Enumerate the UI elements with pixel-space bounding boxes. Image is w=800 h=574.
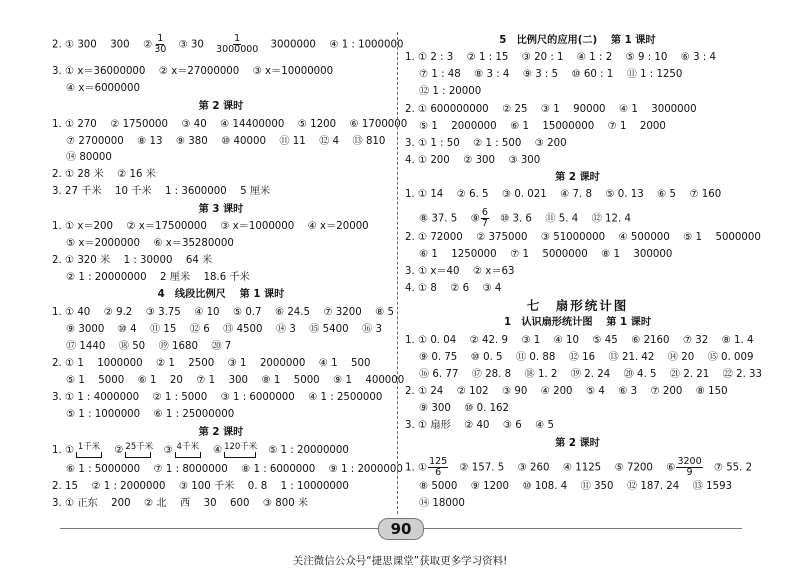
- answer-line: 1. ① $\frac{125}{6}$ ② 157. 5 ③ 260 ④ 1125 ⑤ 7200 ⑥ $\frac{3200}{9}$ ⑦ 55. 2: [405, 456, 753, 478]
- answer-line: ⑰ 1440 ⑱ 50 ⑲ 1680 ⑳ 7: [66, 341, 232, 352]
- answer-line: 3. ① x＝40 ② x＝63: [405, 266, 515, 277]
- answer-line: ⑥ 1 1250000 ⑦ 1 5000000 ⑧ 1 300000: [419, 249, 673, 260]
- answer-line: ⑤ 1 : 1000000 ⑥ 1 : 25000000: [66, 409, 235, 420]
- answer-line: ⑦ 2700000 ⑧ 13 ⑨ 380 ⑩ 40000 ⑪ 11 ⑫ 4 ⑬ 810: [66, 136, 386, 147]
- answer-line: 2. ① 1 1000000 ② 1 2500 ③ 1 2000000 ④ 1 500: [52, 358, 371, 369]
- answer-line: ② 1 : 20000000 2 厘米 18.6 千米: [66, 272, 250, 283]
- fraction: $\frac{1}{3000000}$: [216, 33, 259, 55]
- answer-line: 4. ① 8 ② 6 ③ 4: [405, 283, 502, 294]
- section-heading: 5 比例尺的应用(二) 第 1 课时: [499, 35, 656, 46]
- scale-bar: 25千米: [125, 444, 151, 458]
- answer-line: ⑯ 6. 77 ⑰ 28. 8 ⑱ 1. 2 ⑲ 2. 24 ⑳ 4. 5 ㉑ 2. 21 ㉒ 2. 33: [419, 369, 763, 380]
- answer-line: ⑦ 1 : 48 ⑧ 3 : 4 ⑨ 3 : 5 ⑩ 60 : 1 ⑪ 1 : 1250: [419, 69, 683, 80]
- answer-line: 3. ① 正东 200 ② 北 西 30 600 ③ 800 米: [52, 498, 309, 509]
- answer-line: 3. ① 1 : 4000000 ② 1 : 5000 ③ 1 : 6000000 ④ 1 : 2500000: [52, 392, 383, 403]
- chapter-heading: 七 扇形统计图: [526, 298, 629, 313]
- answer-line: 2. 15 ② 1 : 2000000 ③ 100 千米 0. 8 1 : 10000000: [52, 481, 349, 492]
- scale-bar: 4千米: [175, 444, 201, 458]
- answer-line: 1. ① 2 : 3 ② 1 : 15 ③ 20 : 1 ④ 1 : 2 ⑤ 9 : 10 ⑥ 3 : 4: [405, 52, 716, 63]
- section-heading: 第 2 课时: [555, 172, 600, 183]
- answer-line: 2. ① 320 米 1 : 30000 64 米: [52, 255, 213, 266]
- answer-line-scales: 1. ① 1千米 ② 25千米 ③ 4千米 ④ 120千米 ⑤ 1 : 20000000: [52, 442, 349, 456]
- answer-line: 1. ① x＝200 ② x＝17500000 ③ x＝1000000 ④ x＝20000: [52, 221, 369, 232]
- answer-line: ⑤ 1 2000000 ⑥ 1 15000000 ⑦ 1 2000: [419, 121, 666, 132]
- answer-line: ⑥ 1 : 5000000 ⑦ 1 : 8000000 ⑧ 1 : 6000000 ⑨ 1 : 2000000: [66, 464, 403, 475]
- answer-line: ⑧ 5000 ⑨ 1200 ⑩ 108. 4 ⑪ 350 ⑫ 187. 24 ⑬ 1593: [419, 481, 733, 492]
- answer-line: ⑨ 3000 ⑩ 4 ⑪ 15 ⑫ 6 ⑬ 4500 ⑭ 3 ⑮ 5400 ⑯ 3: [66, 324, 382, 335]
- footer-rule-left: [60, 528, 378, 529]
- answer-line: ⑭ 18000: [419, 498, 465, 509]
- column-divider: [397, 32, 398, 514]
- answer-line: 2. ① 72000 ② 375000 ③ 51000000 ④ 500000 ⑤ 1 5000000: [405, 232, 761, 243]
- answer-line: 1. ① 0. 04 ② 42. 9 ③ 1 ④ 10 ⑤ 45 ⑥ 2160 ⑦ 32 ⑧ 1. 4: [405, 335, 754, 346]
- section-heading: 4 线段比例尺 第 1 课时: [157, 289, 285, 300]
- answer-line: ⑧ 37. 5 ⑨ $\frac{6}{7}$ ⑩ 3. 6 ⑪ 5. 4 ⑫ 12. 4: [419, 207, 631, 229]
- answer-line: 3. ① x＝36000000 ② x＝27000000 ③ x＝10000000: [52, 66, 334, 77]
- fraction: $\frac{3200}{9}$: [677, 456, 702, 478]
- answer-line: ⑨ 300 ⑩ 0. 162: [419, 403, 510, 414]
- answer-line: 4. ① 200 ② 300 ③ 300: [405, 155, 541, 166]
- answer-line: 3. ① 1 : 50 ② 1 : 500 ③ 200: [405, 138, 567, 149]
- answer-line: ⑤ x＝2000000 ⑥ x＝35280000: [66, 238, 234, 249]
- section-heading: 第 3 课时: [198, 204, 244, 215]
- answer-line: ⑤ 1 5000 ⑥ 1 20 ⑦ 1 300 ⑧ 1 5000 ⑨ 1 400000: [66, 375, 405, 386]
- page-number: 90: [378, 518, 424, 540]
- section-heading: 1 认识扇形统计图 第 1 课时: [503, 317, 652, 328]
- scale-bar: 120千米: [224, 444, 256, 458]
- answer-line: 1. ① 14 ② 6. 5 ③ 0. 021 ④ 7. 8 ⑤ 0. 13 ⑥ 5 ⑦ 160: [405, 189, 722, 200]
- answer-line: 2. ① 300 300 ② $\frac{1}{30}$ ③ 30 $\frac{1}{3000000}$ 3000000 ④ 1 : 1000000: [52, 33, 404, 55]
- answer-line: 2. ① 28 米 ② 16 米: [52, 169, 156, 180]
- section-heading: 第 2 课时: [198, 427, 244, 438]
- answer-line: 1. ① 40 ② 9.2 ③ 3.75 ④ 10 ⑤ 0.7 ⑥ 24.5 ⑦ 3200 ⑧ 5: [52, 307, 395, 318]
- answer-line: ⑫ 1 : 20000: [419, 86, 482, 97]
- fraction: $\frac{6}{7}$: [481, 207, 488, 229]
- answer-line: ④ x＝6000000: [66, 83, 140, 94]
- answer-line: 3. ① 扇形 ② 40 ③ 6 ④ 5: [405, 420, 555, 431]
- fraction: $\frac{125}{6}$: [429, 456, 448, 478]
- answer-line: ⑭ 80000: [66, 152, 112, 163]
- answer-line: 2. ① 600000000 ② 25 ③ 1 90000 ④ 1 3000000: [405, 104, 697, 115]
- answer-line: 3. 27 千米 10 千米 1 : 3600000 5 厘米: [52, 186, 271, 197]
- footer-rule-right: [422, 528, 742, 529]
- section-heading: 第 2 课时: [198, 101, 244, 112]
- answer-line: ⑨ 0. 75 ⑩ 0. 5 ⑪ 0. 88 ⑫ 16 ⑬ 21. 42 ⑭ 20 ⑮ 0. 009: [419, 352, 754, 363]
- answer-line: 2. ① 24 ② 102 ③ 90 ④ 200 ⑤ 4 ⑥ 3 ⑦ 200 ⑧ 150: [405, 386, 728, 397]
- footer-note: 关注微信公众号“捷思课堂”获取更多学习资料!: [292, 555, 508, 567]
- section-heading: 第 2 课时: [555, 438, 600, 449]
- answer-line: 1. ① 270 ② 1750000 ③ 40 ④ 14400000 ⑤ 1200 ⑥ 1700000: [52, 119, 408, 130]
- fraction: $\frac{1}{30}$: [154, 33, 167, 55]
- scale-bar: 1千米: [76, 444, 102, 458]
